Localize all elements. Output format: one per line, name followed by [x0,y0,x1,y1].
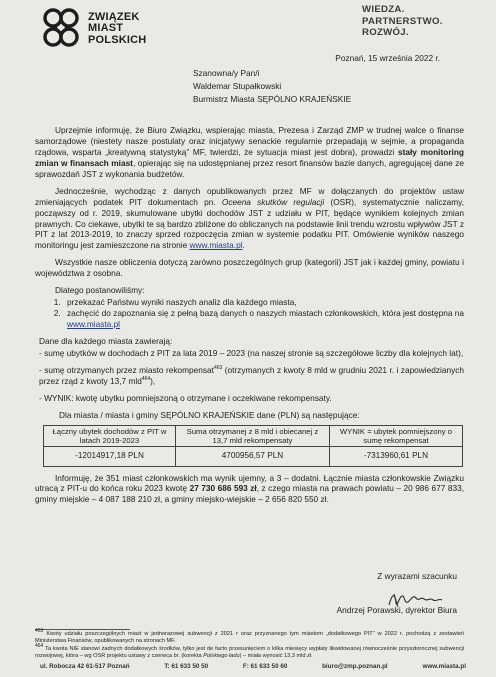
miasta-link[interactable]: www.miasta.pl [189,240,243,251]
footer-fax: F: 61 633 50 60 [242,663,288,670]
closing-signatory: Andrzej Porawski, dyrektor Biura [336,605,457,616]
table-cell-compensation: 4700956,57 PLN [176,446,330,466]
logo-wordmark [88,12,146,47]
list-item [63,297,464,308]
letter-body [35,125,464,511]
footnote-464 [35,643,464,660]
footnote-divider [35,629,130,630]
paragraph-summary [35,473,464,506]
decision-intro: Dlatego postanowiliśmy: [55,285,145,296]
text-run: Ta kwota NIE stanowi żadnych dodatkowych środków, tylko jest de facto przesunięciem o kilka miesięcy wypłaty likwidowanej równocześnie przyszłorocznej subwencji rozwojowej, która – wg OSR projektu ustawy z czerwca br. (korekta [35,645,464,659]
footer-phone: T: 61 633 50 50 [164,663,209,670]
table-header-row [44,425,463,446]
footnote-ref: 464 [141,375,151,382]
handwritten-signature-icon [386,588,444,610]
footnote-ref: 463 [213,365,223,372]
paragraph-scope: Wszystkie nasze obliczenia dotyczą zarówno poszczególnych grup (kategorii) JST jak i każdej gminy, powiatu i województwa z osobna. [35,257,464,279]
text-run: Uprzejmie informuję, że Biuro Związku, wspierając miasta, Prezesa i Zarząd ZMP w trudnej walce o finanse samorządowe (niestety nasze postulaty oraz inicjatywy senackie regularnie przepadają w sejmie, a propaganda rządowa, wsparta „kreatywną statystyką” MF, twierdzi, że sytuacja miast jest dobra), prowadzi [35,125,464,157]
signature-mark [386,588,444,613]
table-cell-pit-loss: -12014917,18 PLN [44,446,176,466]
text-run: Jednocześnie, wychodząc z danych opublikowanych przez MF w dołączanych do projektów ustaw zmieniających podatek PIT dokumentach pn. [35,185,464,207]
text-run: . [242,240,245,251]
footnote-number: 463 [35,628,44,635]
table-header-cell: Łączny ubytek dochodów z PIT w latach 2019-2023 [44,425,176,446]
table-cell-result: -7313960,61 PLN [329,446,462,466]
text-run: ), [150,375,156,386]
interlocking-rings-icon [40,6,82,52]
text-run: (otrzymanych z kwoty 8 mld w grudniu 2021 r. i zapowiedzianych przez rząd z kwoty 13,7 mld [39,364,464,386]
italic-run: Oceena skutków regulacji [221,196,325,207]
bold-run: stały monitoring zmian w finansach miast [35,146,464,168]
footer-address: ul. Robocza 42 61-517 Poznań [40,663,130,670]
text-run: - sumę otrzymanych przez miasto rekompensat [39,364,214,375]
footnote-number: 464 [35,643,44,650]
tagline-line: PARTNERSTWO. [362,15,443,27]
footnotes [35,628,464,661]
logo-line: POLSKICH [88,33,147,46]
table-header-cell: Suma otrzymanej z 8 mld i obiecanej z 13,7 mld rekompensaty [176,425,330,446]
data-item: - WYNIK: kwotę ubytku pomniejszoną o otrzymane i oczekiwane rekompensaty. [39,392,332,403]
text-run: , z czego miasta na prawach powiatu – 20 986 677 833, gminy miejskie – 4 087 188 210 zł, a gminy miejsko-wiejskie – 2 656 820 550 zł. [35,483,464,505]
data-intro: Dane dla każdego miasta zawierają: [39,335,173,346]
text-run: zachęcić do zapoznania się z pełną bazą danych o naszych miastach członkowskich, która jest dostępna na [67,308,464,319]
tagline [362,4,443,39]
results-table [43,425,463,467]
closing-regards: Z wyrazami szacunku [377,571,457,581]
logo-line: ZWIĄZEK [88,10,140,23]
text-run: (OSR), systematycznie naliczamy, począwszy od r. 2019, skumulowane ubytki dochodów JST z udziału w PIT, będące wynikiem kolejnych zmian prawnych. Co ciekawe, ubytki te są bardzo zbliżone do obliczanych na podstawie linii trendu wzrostu wpływów JST z PIT z lat 2013-2019, to znaczy sprzed rozpoczęcia zmian w systemie podatku PIT. Omówienie wyników naszego monitoringu jest zamieszczone na stronie [35,196,465,251]
paragraph-monitoring [35,125,464,180]
data-item [35,365,464,387]
tagline-line: ROZWÓJ. [362,27,409,39]
italic-run: Polskiego ładu [203,652,240,659]
bold-run: 27 730 686 593 zł [189,483,257,494]
list-item [63,308,464,330]
data-item: - sumę ubytków w dochodach z PIT za lata 2019 – 2023 (na naszej stronie są szczegółowe liczby dla kolejnych lat), [39,347,464,358]
zmp-logo [40,6,146,52]
recipient-name: Waldemar Stupałkowski [193,80,282,91]
table-row [44,446,463,466]
letter-footer [40,663,466,671]
text-run: Kwoty udziału poszczególnych miast w jednorazowej subwencji z 2021 r oraz przyznanego tym miastom „dodatkowego PIT” w 2022 r. pochodzą z zestawień Ministerstwa Finansów, opublikowanych na stronach MF. [35,631,464,644]
text-run: przekazać Państwu wyniki naszych analiz dla każdego miasta, [67,297,297,308]
table-intro: Dla miasta / miasta i gminy SĘPÓLNO KRAJEŃSKIE dane (PLN) są następujące: [59,409,360,420]
footer-email[interactable]: biuro@zmp.poznan.pl [322,663,388,670]
text-run: Informuję, że 351 miast członkowskich ma wynik ujemny, a 3 – dodatni. Łącznie miasta członkowskie Związku utracą z PIT-u do końca roku 2023 kwotę [35,472,464,494]
letter-date: Poznań, 15 września 2022 r. [335,53,440,63]
text-run: ) – miała wynosić 13,3 mld zł. [239,652,313,659]
logo-line: MIAST [88,22,124,35]
decision-list [35,297,464,330]
tagline-line: WIEDZA. [362,4,405,15]
footer-website[interactable]: www.miasta.pl [422,663,466,670]
paragraph-osr [35,186,464,252]
footnote-463 [35,628,464,645]
text-run: , opierając się na udostępnianej przez resort finansów bazie danych, agregującej dane ze sprawozdań JST z wykonania budżetów. [35,157,464,179]
recipient-salutation: Szanowna/y Pan/i [193,68,260,78]
miasta-link[interactable]: www.miasta.pl [67,319,121,329]
recipient-title: Burmistrz Miasta SĘPÓLNO KRAJEŃSKIE [193,93,352,104]
table-header-cell: WYNIK = ubytek pomniejszony o sumę rekompensat [329,425,462,446]
recipient-block [193,67,351,106]
